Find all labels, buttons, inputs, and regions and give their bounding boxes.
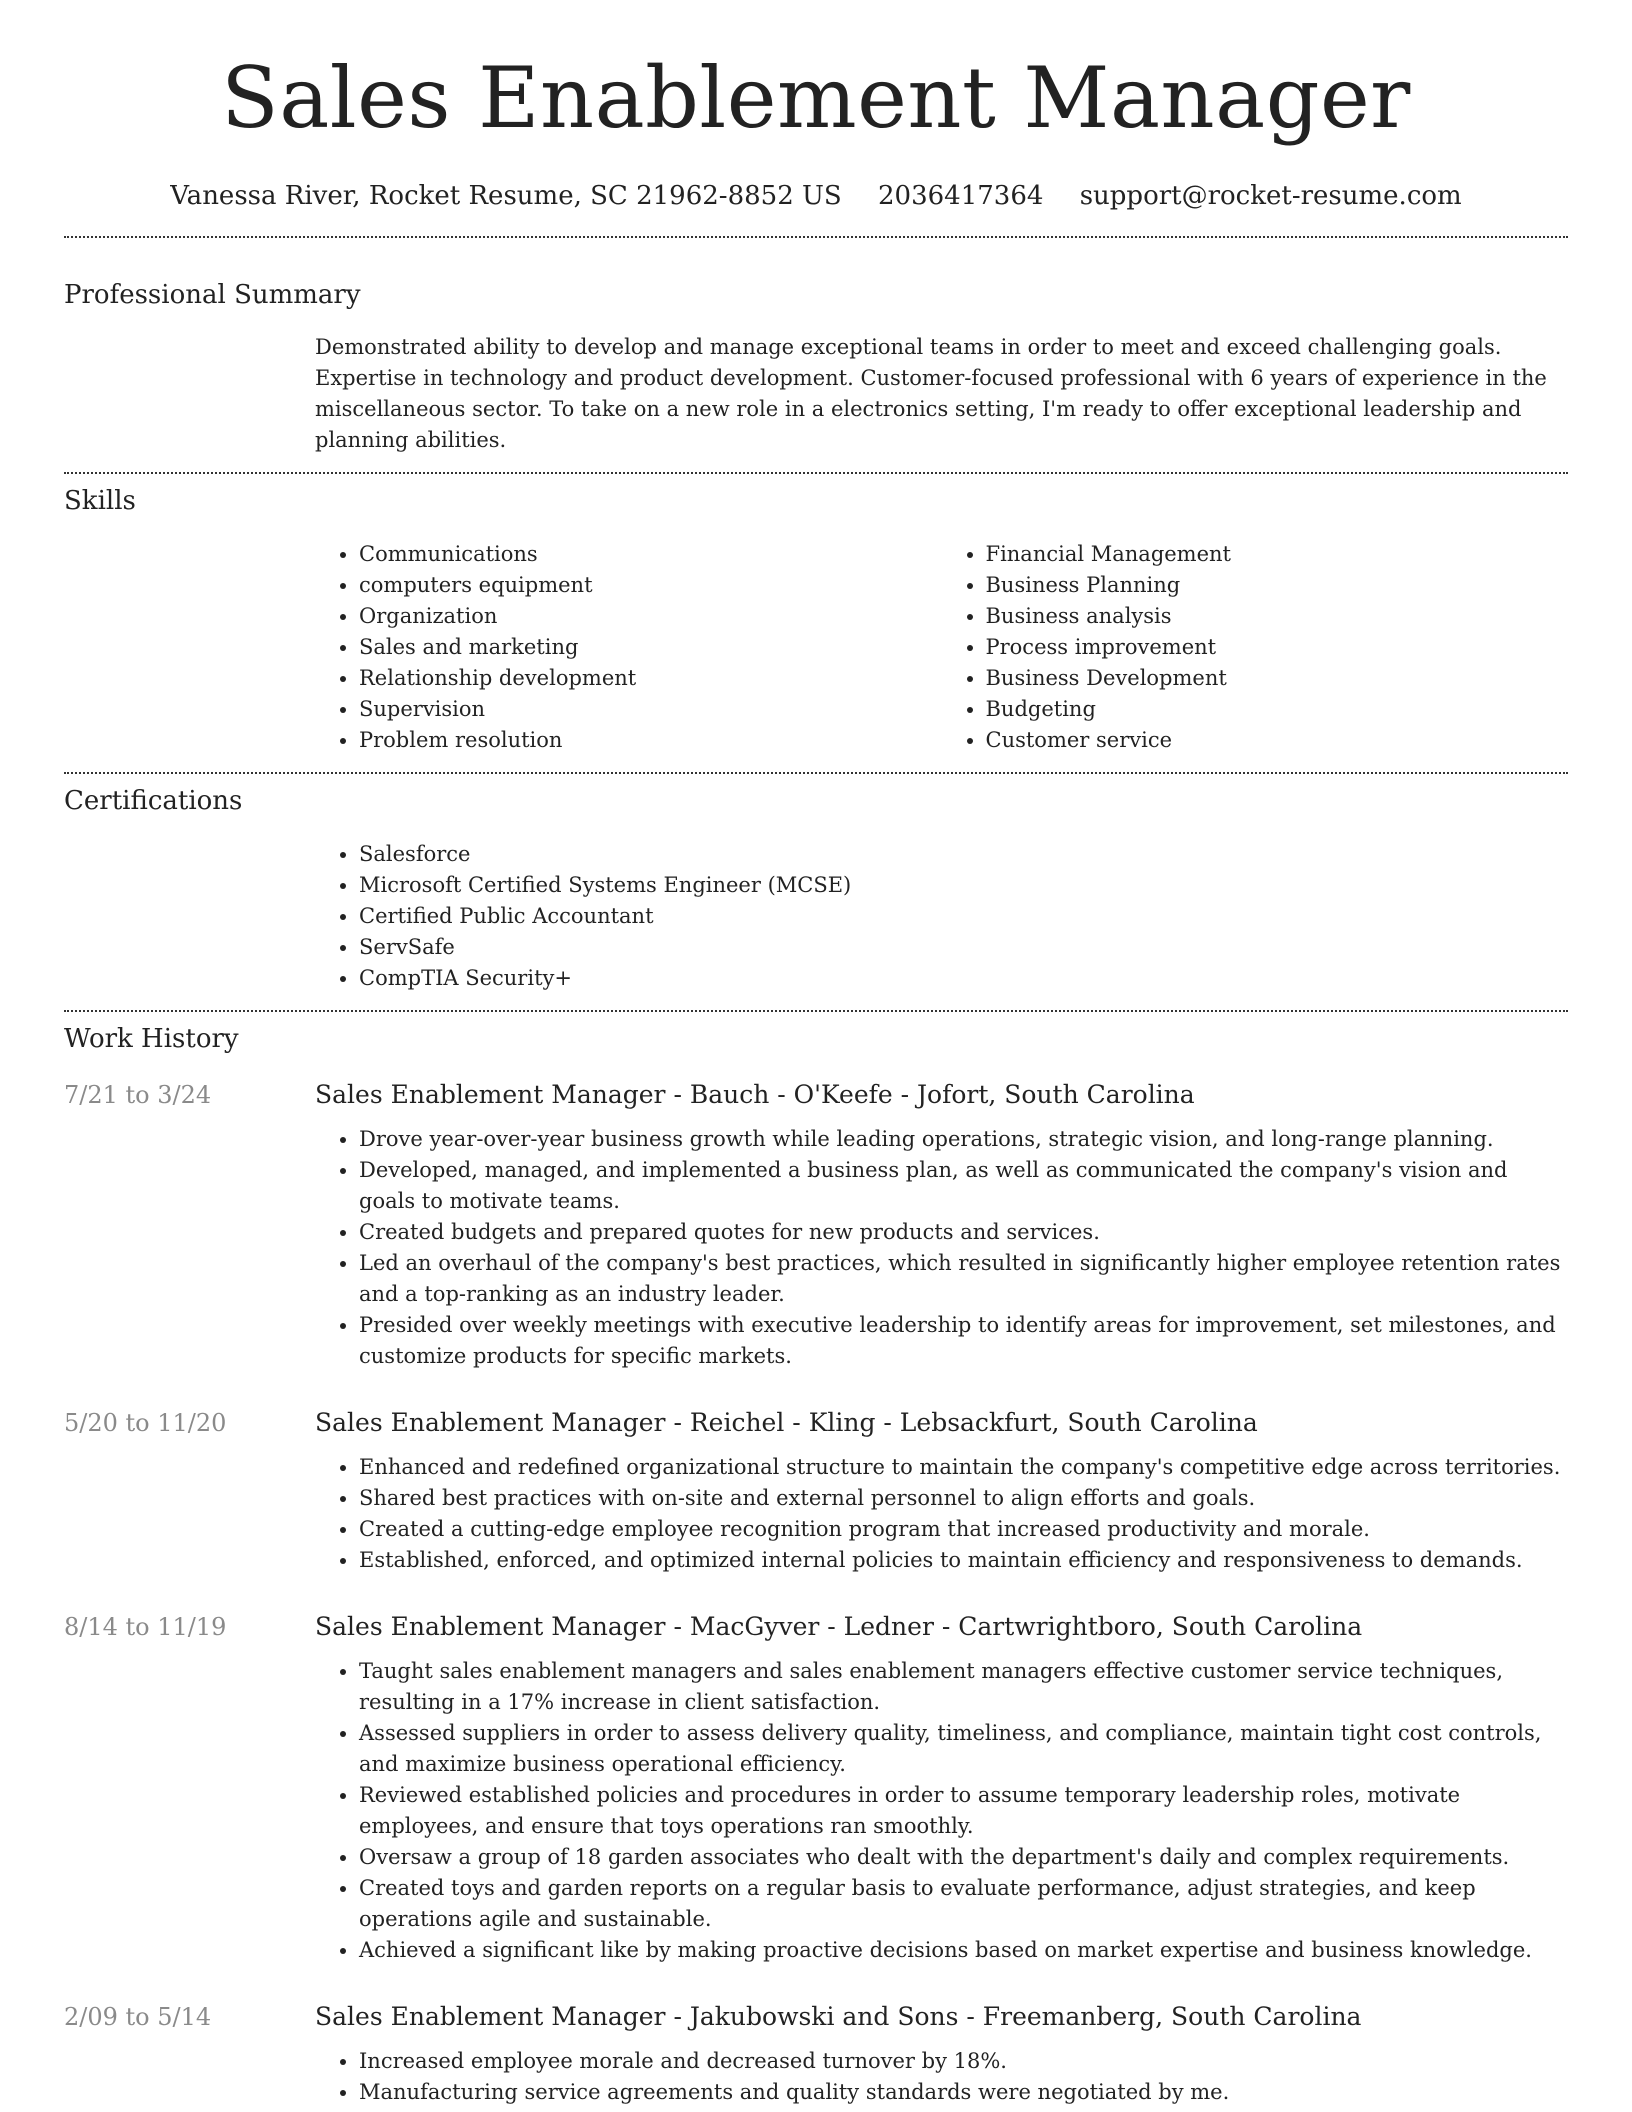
list-item: • ServSafe (359, 932, 1568, 963)
job-title: Sales Enablement Manager - Reichel - Kling - Lebsackfurt, South Carolina (315, 1408, 1258, 1437)
work-history-section (64, 1012, 1568, 2108)
list-item: • Established, enforced, and optimized internal policies to maintain efficiency and responsiveness to demands. (359, 1545, 1568, 1576)
list-item: • Salesforce (359, 839, 1568, 870)
list-item: • Communications (359, 539, 942, 570)
list-item: • Created a cutting-edge employee recognition program that increased productivity and morale. (359, 1514, 1568, 1545)
job-entry (64, 1610, 1568, 1966)
list-item: • Problem resolution (359, 725, 942, 756)
job-body (315, 1406, 1568, 1576)
list-item: • Presided over weekly meetings with executive leadership to identify areas for improvement, set milestones, and customize products for specific markets. (359, 1310, 1568, 1372)
list-item: • Achieved a significant like by making proactive decisions based on market expertise and business knowledge. (359, 1935, 1568, 1966)
list-item: • Sales and marketing (359, 632, 942, 663)
summary-text: Demonstrated ability to develop and manage exceptional teams in order to meet and exceed challenging goals. Expertise in technology and product development. Customer-focused professional with 6 years of experience in the miscellaneous sector. To take on a new role in a electronics setting, I'm ready to offer exceptional leadership and planning abilities. (315, 335, 1547, 452)
list-item: • Manufacturing service agreements and quality standards were negotiated by me. (359, 2077, 1568, 2108)
resume-header (64, 0, 1568, 214)
work-history-title: Work History (64, 1024, 239, 1054)
list-item: • Business Development (986, 663, 1569, 694)
certifications-content (315, 839, 1568, 994)
list-item: • Oversaw a group of 18 garden associates who dealt with the department's daily and complex requirements. (359, 1842, 1568, 1873)
job-bullets (315, 1656, 1568, 1966)
certifications-title: Certifications (64, 786, 243, 816)
list-item: • CompTIA Security+ (359, 963, 1568, 994)
contact-email: support@rocket-resume.com (1079, 181, 1462, 211)
list-item: • Process improvement (986, 632, 1569, 663)
list-item: • Business Planning (986, 570, 1569, 601)
skills-content (315, 539, 1568, 756)
list-item: • Customer service (986, 725, 1569, 756)
list-item: • Budgeting (986, 694, 1569, 725)
list-item: • Drove year-over-year business growth while leading operations, strategic vision, and long-range planning. (359, 1124, 1568, 1155)
job-dates: 7/21 to 3/24 (64, 1081, 212, 1109)
list-item: • Certified Public Accountant (359, 901, 1568, 932)
job-dates: 8/14 to 11/19 (64, 1613, 227, 1641)
list-item: • Shared best practices with on-site and external personnel to align efforts and goals. (359, 1483, 1568, 1514)
certifications-section (64, 774, 1568, 994)
job-title: Sales Enablement Manager - MacGyver - Ledner - Cartwrightboro, South Carolina (315, 1612, 1363, 1641)
skills-section (64, 474, 1568, 756)
job-title: Sales Enablement Manager - Bauch - O'Keefe - Jofort, South Carolina (315, 1080, 1195, 1109)
job-dates: 2/09 to 5/14 (64, 2003, 212, 2031)
job-bullets (315, 1124, 1568, 1372)
skills-title: Skills (64, 486, 136, 516)
job-entry (64, 1406, 1568, 1576)
list-item: • Led an overhaul of the company's best practices, which resulted in significantly higher employee retention rates and a top-ranking as an industry leader. (359, 1248, 1568, 1310)
job-bullets (315, 2046, 1568, 2108)
summary-title: Professional Summary (64, 280, 361, 310)
job-body (315, 1078, 1568, 1372)
contact-address: Vanessa River, Rocket Resume, SC 21962-8852 US (170, 181, 842, 211)
job-dates: 5/20 to 11/20 (64, 1409, 227, 1437)
resume-name: Sales Enablement Manager (221, 49, 1411, 147)
list-item: • Reviewed established policies and procedures in order to assume temporary leadership roles, motivate employees, and ensure that toys operations ran smoothly. (359, 1780, 1568, 1842)
work-history-jobs (64, 1078, 1568, 2108)
list-item: • Relationship development (359, 663, 942, 694)
list-item: • Taught sales enablement managers and sales enablement managers effective customer service techniques, resulting in a 17% increase in client satisfaction. (359, 1656, 1568, 1718)
job-bullets (315, 1452, 1568, 1576)
list-item: • Developed, managed, and implemented a business plan, as well as communicated the company's vision and goals to motivate teams. (359, 1155, 1568, 1217)
list-item: • Enhanced and redefined organizational structure to maintain the company's competitive edge across territories. (359, 1452, 1568, 1483)
list-item: • computers equipment (359, 570, 942, 601)
list-item: • Organization (359, 601, 942, 632)
job-entry (64, 1078, 1568, 1372)
list-item: • Supervision (359, 694, 942, 725)
contact-line (64, 178, 1568, 214)
job-body (315, 1610, 1568, 1966)
list-item: • Financial Management (986, 539, 1569, 570)
summary-content (315, 332, 1568, 456)
job-entry (64, 2000, 1568, 2108)
list-item: • Created toys and garden reports on a regular basis to evaluate performance, adjust strategies, and keep operations agile and sustainable. (359, 1873, 1568, 1935)
skills-list-right (942, 539, 1569, 756)
list-item: • Business analysis (986, 601, 1569, 632)
job-title: Sales Enablement Manager - Jakubowski and Sons - Freemanberg, South Carolina (315, 2002, 1362, 2031)
list-item: • Microsoft Certified Systems Engineer (MCSE) (359, 870, 1568, 901)
summary-section (64, 238, 1568, 456)
list-item: • Created budgets and prepared quotes for new products and services. (359, 1217, 1568, 1248)
contact-phone: 2036417364 (878, 181, 1044, 211)
list-item: • Increased employee morale and decreased turnover by 18%. (359, 2046, 1568, 2077)
list-item: • Assessed suppliers in order to assess delivery quality, timeliness, and compliance, maintain tight cost controls, and maximize business operational efficiency. (359, 1718, 1568, 1780)
certifications-list (315, 839, 1568, 994)
skills-list-left (315, 539, 942, 756)
job-body (315, 2000, 1568, 2108)
